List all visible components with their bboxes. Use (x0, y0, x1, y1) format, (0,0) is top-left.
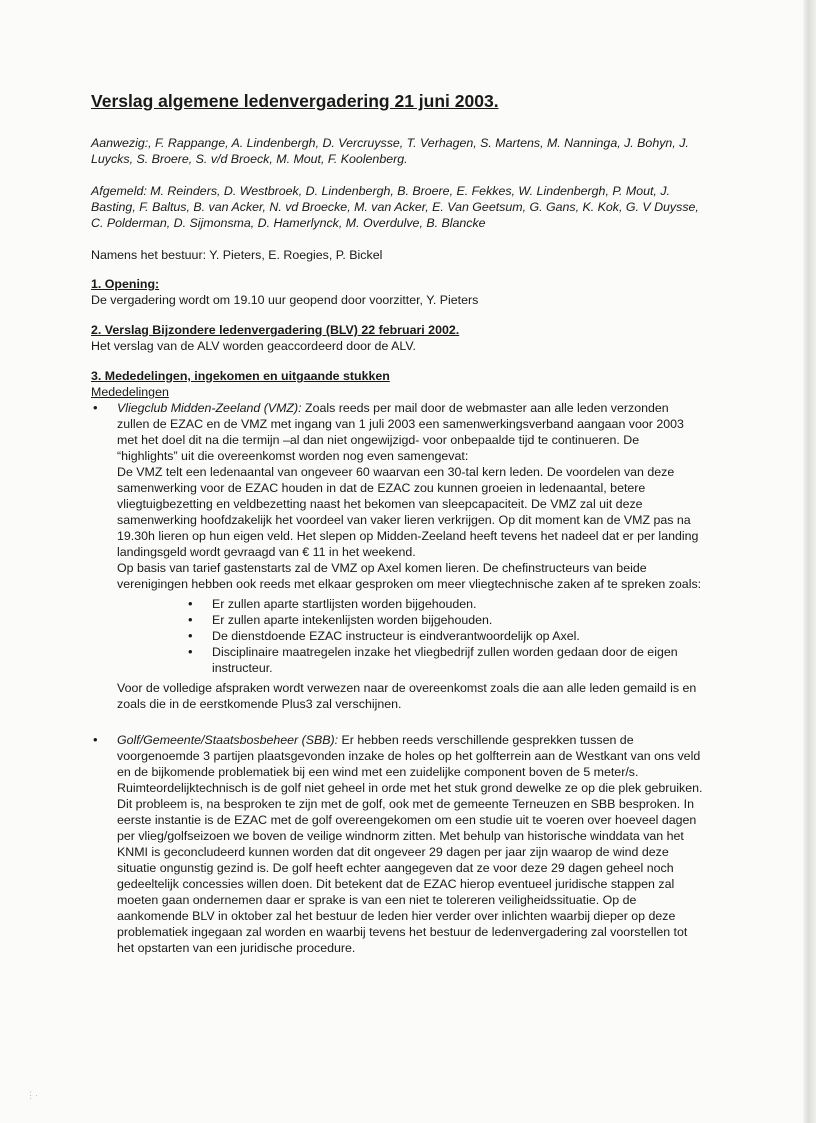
attendees-present (91, 135, 703, 167)
announcements-list (91, 400, 703, 956)
document-body (91, 90, 703, 976)
announcements-subtitle: Mededelingen (91, 385, 169, 399)
section-announcements-title: 3. Mededelingen, ingekomen en uitgaande stukken (91, 369, 390, 383)
section-blv (91, 322, 703, 354)
section-blv-title: 2. Verslag Bijzondere ledenvergadering (BLV) 22 februari 2002. (91, 323, 460, 337)
list-item-golf (117, 732, 703, 956)
attendees-absent (91, 183, 703, 231)
vmz-body: De VMZ telt een ledenaantal van ongeveer 60 waarvan een 30-tal kern leden. De voordelen van deze samenwerking voor de EZAC houden in dat de EZAC zou kunnen groeien in ledenaantal, betere vliegtuigbezetting en veldbezetting naast het bekomen van sleepcapaciteit. De VMZ zal uit deze samenwerking hoofdzakelijk het voordeel van vaker lieren verkrijgen. Op dit moment kan de VMZ pas na 19.30h lieren op hun eigen veld. Het slepen op Midden-Zeeland heeft tevens het nadeel dat er per landing landingsgeld wordt gevraagd van € 11 in het weekend. (117, 465, 699, 559)
golf-paragraph (117, 732, 703, 956)
list-item: • De dienstdoende EZAC instructeur is eindverantwoordelijk op Axel. (212, 628, 703, 644)
section-announcements (91, 368, 703, 956)
vmz-intro-paragraph (117, 400, 703, 464)
section-opening (91, 276, 703, 308)
list-item: • Er zullen aparte intekenlijsten worden bijgehouden. (212, 612, 703, 628)
golf-label: Golf/Gemeente/Staatsbosbeheer (SBB): (117, 733, 339, 747)
golf-text: Er hebben reeds verschillende gesprekken tussen de voorgenoemde 3 partijen plaatsgevonden inzake de holes op het golfterrein aan de Westkant van ons veld en de bijkomende problematiek bij een wind met een zuidelijke component boven de 5 meter/s. Ruimteordelijktechnisch is de golf niet geheel in orde met het stuk grond dewelke ze op die plek gebruiken. Dit probleem is, na besproken te zijn met de golf, ook met de gemeente Terneuzen en SBB besproken. In eerste instantie is de EZAC met de golf overeengekomen om een studie uit te voeren over hoeveel dagen per vlieg/golfseizoen we boven de veilige windnorm zitten. Met behulp van historische winddata van het KNMI is geconcludeerd kunnen worden dat dit ongeveer 29 dagen per jaar zijn waarop de wind deze situatie ongunstig gezind is. De golf heeft echter aangegeven dat ze voor deze 29 dagen geheel noch gedeeltelijk concessies willen doen. Dit betekent dat de EZAC hierop eventueel juridische stappen zal moeten gaan ondernemen daar er sprake is van een niet te tolereren veiligheidssituatie. Op de aankomende BLV in oktober zal het bestuur de leden hier verder over inlichten waarbij dieper op deze problematiek ingegaan zal worden en waarbij tevens het bestuur de ledenvergadering zal voorstellen tot het opstarten van een juridische procedure. (117, 733, 703, 955)
board-members: Namens het bestuur: Y. Pieters, E. Roegies, P. Bickel (91, 248, 383, 262)
attendees-absent-text: Afgemeld: M. Reinders, D. Westbroek, D. Lindenbergh, B. Broere, E. Fekkes, W. Lindenbergh, P. Mout, J. Basting, F. Baltus, B. van Acker, N. vd Broecke, M. van Acker, E. Van Geetsum, G. Gans, K. Kok, G. V Duysse, C. Polderman, D. Sijmonsma, D. Hamerlynck, M. Overdulve, B. Blancke (91, 184, 699, 230)
section-opening-title: 1. Opening: (91, 277, 160, 291)
vmz-closing: Voor de volledige afspraken wordt verwezen naar de overeenkomst zoals die aan alle leden gemaild is en zoals die in de eerstkomende Plus3 zal verschijnen. (117, 681, 697, 711)
section-blv-text: Het verslag van de ALV worden geaccordeerd door de ALV. (91, 339, 416, 353)
vmz-intro: Zoals reeds per mail door de webmaster aan alle leden verzonden zullen de EZAC en de VMZ met ingang van 1 juli 2003 een samenwerkingsverband aangaan voor 2003 met het doel dit na die termijn –al dan niet ongewijzigd- voor onbepaalde tijd te continueren. De “highlights” uit die overeenkomst worden nog even samengevat: (117, 401, 684, 463)
list-item: • Er zullen aparte startlijsten worden bijgehouden. (212, 596, 703, 612)
attendees-present-text: Aanwezig:, F. Rappange, A. Lindenbergh, D. Vercruysse, T. Verhagen, S. Martens, M. Nanninga, J. Bohyn, J. Luycks, S. Broere, S. v/d Broeck, M. Mout, F. Koolenberg. (91, 136, 689, 166)
pen-mark-icon: ⋮· (26, 1090, 38, 1100)
section-opening-text: De vergadering wordt om 19.10 uur geopend door voorzitter, Y. Pieters (91, 293, 479, 307)
list-item: • Disciplinaire maatregelen inzake het vliegbedrijf zullen worden gedaan door de eigen instructeur. (212, 644, 703, 676)
scan-edge-shadow (803, 0, 816, 1123)
vmz-basis: Op basis van tarief gastenstarts zal de VMZ op Axel komen lieren. De chefinstructeurs van beide verenigingen hebben ook reeds met elkaar gesproken om meer vliegtechnische zaken af te spreken zoals: (117, 561, 702, 591)
vmz-label: Vliegclub Midden-Zeeland (VMZ): (117, 401, 302, 415)
document-title: Verslag algemene ledenvergadering 21 juni 2003. (91, 91, 499, 111)
list-item-vmz (117, 400, 703, 712)
vmz-agreements-list (117, 596, 703, 676)
